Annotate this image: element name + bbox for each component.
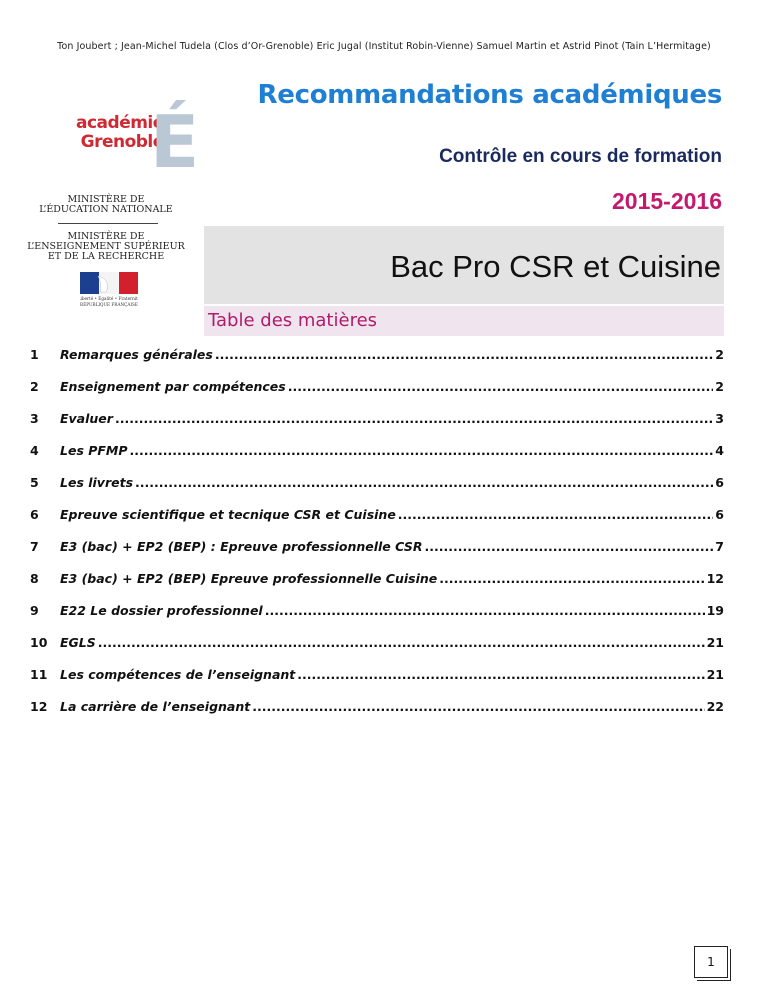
authors-line: Ton Joubert ; Jean-Michel Tudela (Clos d’Or-Grenoble) Eric Jugal (Institut Robin-Vienne) Samuel Martin et Astrid Pinot (Tain L’Hermitage) [57,41,711,52]
academie-logo [27,92,200,312]
academie-e-icon: É [150,100,200,184]
toc-leader [130,443,714,458]
ministry-education [26,195,186,215]
toc-entry[interactable] [30,502,724,522]
toc-number: 12 [30,699,48,714]
toc-number: 2 [30,379,39,394]
toc-label: Remarques générales [60,347,213,362]
toc-entry[interactable] [30,534,724,554]
toc-number: 9 [30,603,39,618]
marianne-motto: Liberté • Égalité • Fraternité [80,296,138,301]
toc-leader [439,571,704,586]
toc-label: EGLS [60,635,96,650]
toc-label: E3 (bac) + EP2 (BEP) : Epreuve professionnelle CSR [60,539,423,554]
ministry-education-line2: L’ÉDUCATION NATIONALE [39,204,173,215]
toc-label: Evaluer [60,411,113,426]
page-number-box [694,946,728,978]
toc-leader [425,539,714,554]
toc-entry[interactable] [30,342,724,362]
toc-heading: Table des matières [208,310,378,331]
toc-page: 21 [706,667,724,682]
ministry-higher-education [26,232,186,262]
toc-leader [265,603,705,618]
main-title: Recommandations académiques [257,80,722,110]
marianne-country: RÉPUBLIQUE FRANÇAISE [80,302,138,307]
toc-page: 12 [706,571,724,586]
toc-number: 11 [30,667,48,682]
toc-entry[interactable] [30,438,724,458]
toc-entry[interactable] [30,694,724,714]
toc-entry[interactable] [30,470,724,490]
toc-label: E3 (bac) + EP2 (BEP) Epreuve professionnelle Cuisine [60,571,438,586]
toc-page: 6 [715,507,724,522]
toc-entry[interactable] [30,374,724,394]
toc-page: 21 [706,635,724,650]
toc-leader [297,667,704,682]
toc-page: 22 [706,699,724,714]
toc-label: E22 Le dossier professionnel [60,603,263,618]
toc-leader [115,411,713,426]
toc-label: Epreuve scientifique et tecnique CSR et Cuisine [60,507,396,522]
toc-number: 3 [30,411,39,426]
toc-page: 7 [715,539,724,554]
marianne-logo [80,272,138,312]
toc-label: Les compétences de l’enseignant [60,667,296,682]
ministry-higher-line1: MINISTÈRE DE [67,231,145,242]
toc-leader [215,347,713,362]
school-year: 2015-2016 [612,188,722,214]
toc-number: 10 [30,635,48,650]
toc-number: 8 [30,571,39,586]
page-number: 1 [707,955,715,969]
toc-leader [252,699,704,714]
toc-leader [98,635,705,650]
toc-number: 5 [30,475,39,490]
toc-leader [288,379,714,394]
toc-page: 2 [715,347,724,362]
toc-label: Les PFMP [60,443,128,458]
toc-number: 6 [30,507,39,522]
toc-page: 4 [715,443,724,458]
toc-label: Les livrets [60,475,134,490]
toc-heading-bar [204,306,724,336]
program-title: Bac Pro CSR et Cuisine [390,249,721,284]
toc-leader [398,507,714,522]
toc-page: 19 [706,603,724,618]
toc-entry[interactable] [30,630,724,650]
toc-number: 1 [30,347,39,362]
toc-entry[interactable] [30,598,724,618]
ministry-higher-line2: L’ENSEIGNEMENT SUPÉRIEUR [27,241,185,252]
toc-label: Enseignement par compétences [60,379,286,394]
toc-number: 7 [30,539,39,554]
toc-entry[interactable] [30,406,724,426]
toc-page: 6 [715,475,724,490]
ministry-education-line1: MINISTÈRE DE [67,194,145,205]
subtitle: Contrôle en cours de formation [439,146,722,167]
toc-entry[interactable] [30,662,724,682]
toc-page: 3 [715,411,724,426]
toc-page: 2 [715,379,724,394]
toc-number: 4 [30,443,39,458]
academie-word: académie [76,113,164,133]
program-title-block [204,226,724,304]
toc-label: La carrière de l’enseignant [60,699,251,714]
grenoble-word: Grenoble [80,132,164,152]
toc-leader [135,475,713,490]
toc-entry[interactable] [30,566,724,586]
ministry-higher-line3: ET DE LA RECHERCHE [47,251,165,262]
ministry-divider [58,223,158,224]
